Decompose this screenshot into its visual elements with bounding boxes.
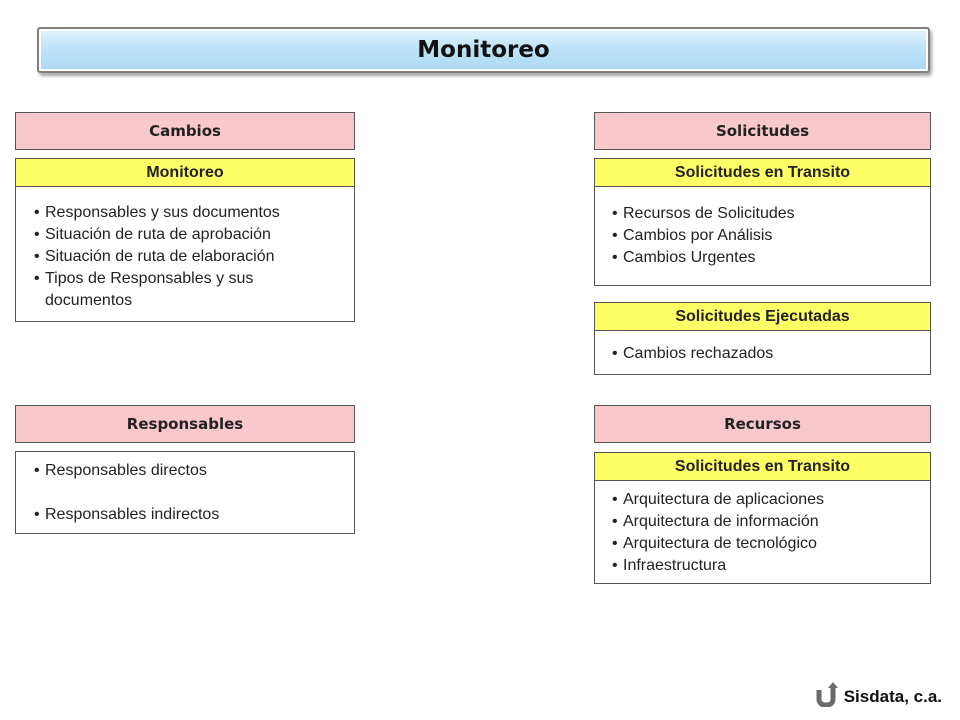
solicitudes-ejecutadas-list bbox=[607, 343, 920, 365]
list-item: • Responsables directos bbox=[29, 460, 344, 482]
sisdata-logo-icon bbox=[816, 681, 838, 712]
list-item: • Cambios por Análisis bbox=[607, 225, 920, 247]
cambios-header: Cambios bbox=[15, 112, 355, 150]
list-item: • Situación de ruta de aprobación bbox=[29, 224, 344, 246]
responsables-list bbox=[29, 460, 344, 526]
list-item: • Responsables y sus documentos bbox=[29, 202, 344, 224]
recursos-header: Recursos bbox=[594, 405, 931, 443]
solicitudes-ejecutadas-box bbox=[594, 330, 931, 375]
list-item: • Tipos de Responsables y sus documentos bbox=[29, 268, 344, 312]
cambios-monitoreo-list bbox=[29, 202, 344, 312]
recursos-transito-box bbox=[594, 480, 931, 584]
responsables-header: Responsables bbox=[15, 405, 355, 443]
solicitudes-ejecutadas-subheader: Solicitudes Ejecutadas bbox=[594, 302, 931, 331]
list-item: • Arquitectura de tecnológico bbox=[607, 533, 920, 555]
page-title: Monitoreo bbox=[417, 37, 550, 63]
list-item: • Arquitectura de información bbox=[607, 511, 920, 533]
responsables-box bbox=[15, 451, 355, 534]
recursos-transito-subheader: Solicitudes en Transito bbox=[594, 452, 931, 481]
list-item: • Situación de ruta de elaboración bbox=[29, 246, 344, 268]
list-item: • Infraestructura bbox=[607, 555, 920, 577]
solicitudes-transito-subheader: Solicitudes en Transito bbox=[594, 158, 931, 187]
solicitudes-transito-box bbox=[594, 186, 931, 286]
title-banner bbox=[37, 27, 930, 73]
solicitudes-transito-list bbox=[607, 203, 920, 269]
brand bbox=[816, 681, 942, 712]
list-item: • Arquitectura de aplicaciones bbox=[607, 489, 920, 511]
cambios-monitoreo-subheader: Monitoreo bbox=[15, 158, 355, 187]
solicitudes-header: Solicitudes bbox=[594, 112, 931, 150]
list-item: • Recursos de Solicitudes bbox=[607, 203, 920, 225]
list-item: • Responsables indirectos bbox=[29, 504, 344, 526]
list-item: • Cambios rechazados bbox=[607, 343, 920, 365]
brand-name: Sisdata, c.a. bbox=[843, 686, 942, 706]
recursos-list bbox=[607, 489, 920, 577]
cambios-monitoreo-box bbox=[15, 186, 355, 322]
list-item: • Cambios Urgentes bbox=[607, 247, 920, 269]
